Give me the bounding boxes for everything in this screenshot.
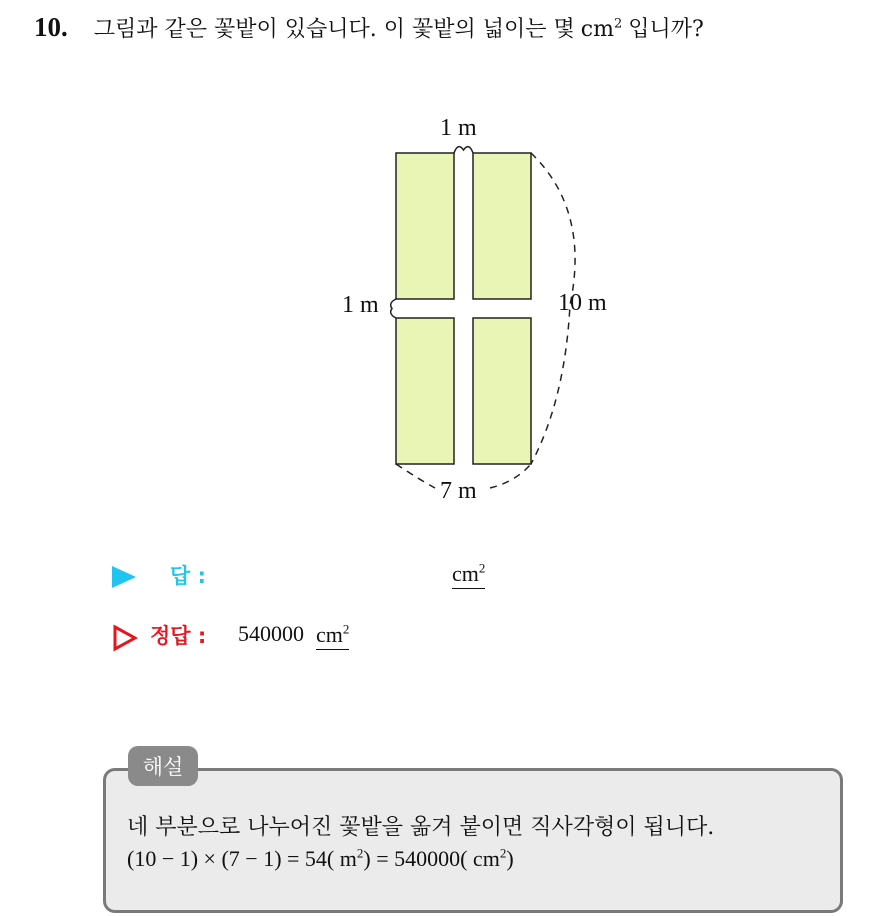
correct-answer-unit (316, 621, 349, 650)
question-header (34, 12, 704, 48)
answer-unit-exponent: 2 (478, 560, 486, 576)
play-triangle-icon (112, 566, 136, 588)
equation-exp-2: 2 (499, 845, 507, 861)
correct-answer-row (112, 620, 532, 656)
equation-part-2: ) = 540000( cm (363, 846, 500, 871)
answer-unit[interactable] (452, 560, 485, 589)
solution-tab: 해설 (128, 746, 198, 786)
correct-answer-label: 정답 : (150, 624, 207, 648)
top-path-brace (454, 147, 473, 153)
question-tail: 입니까? (628, 17, 704, 42)
flowerbed-bottom-right (473, 318, 531, 464)
height-label: 10 m (558, 290, 607, 316)
top-path-label: 1 m (440, 115, 477, 141)
mid-path-brace (391, 299, 396, 318)
flowerbed-figure (330, 110, 630, 510)
equation-part-1: (10 − 1) × (7 − 1) = 54( m (127, 846, 357, 871)
question-unit-base: cm (580, 17, 614, 42)
mid-path-label: 1 m (342, 292, 379, 318)
question-number: 10. (34, 12, 68, 42)
solution-explanation: 네 부분으로 나누어진 꽃밭을 옮겨 붙이면 직사각형이 됩니다. (127, 815, 715, 840)
flowerbed-top-left (396, 153, 454, 299)
correct-answer-value: 540000 (238, 621, 304, 646)
width-label: 7 m (440, 478, 477, 504)
solution-equation (127, 846, 514, 872)
flowerbed-bottom-left (396, 318, 454, 464)
answer-unit-base: cm (452, 561, 479, 586)
flowerbed-top-right (473, 153, 531, 299)
question-unit-exponent: 2 (613, 16, 623, 32)
equation-part-3: ) (506, 846, 514, 871)
answer-row (112, 560, 532, 594)
correct-unit-base: cm (316, 622, 343, 647)
question-text: 그림과 같은 꽃밭이 있습니다. 이 꽃밭의 넓이는 몇 (93, 17, 575, 42)
equation-exp-1: 2 (356, 845, 364, 861)
correct-unit-exponent: 2 (342, 621, 350, 637)
answer-label: 답 : (170, 564, 206, 588)
outline-triangle-icon (112, 624, 138, 652)
question-unit (581, 17, 622, 42)
